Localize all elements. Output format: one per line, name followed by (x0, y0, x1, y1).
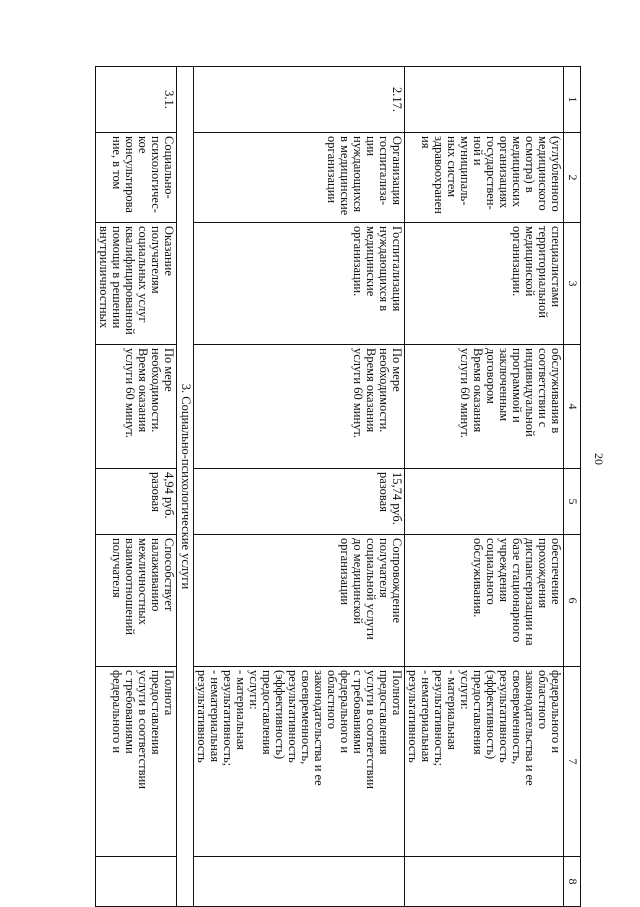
service-quality: Полнота предоставления услуги в соответствии с требованиями федерального и областного законодательства и ее своевременность, результативность (эффективность) предоставления услуги: - материальная результативность; - нематериальная результативность (194, 667, 405, 857)
rotated-page-content (67, 66, 581, 906)
service-price (405, 469, 564, 535)
service-name: (углубленного медицинского осмотра) в медицинских организациях государствен- ной и муниципаль- ных систем здравоохранен ия (405, 133, 564, 223)
service-terms: По мере необходимости. Время оказания услуги 60 минут. (194, 345, 405, 469)
service-description: специалистами территориальной медицинской организации. (405, 223, 564, 345)
service-terms: По мере необходимости. Время оказания услуги 60 минут. (96, 345, 177, 469)
service-name: Социально- психологичес- кое консультирова ние, в том (96, 133, 177, 223)
header-cell-2: 2 (564, 133, 581, 223)
page-number: 20 (592, 453, 606, 465)
header-cell-1: 1 (564, 67, 581, 133)
service-extra (194, 857, 405, 907)
service-conditions: Способствует налаживанию межличностных взаимоотношений получателя (96, 535, 177, 667)
service-price: 4,94 руб. разовая (96, 469, 177, 535)
service-extra (96, 857, 177, 907)
header-cell-3: 3 (564, 223, 581, 345)
row-number: 3.1. (96, 67, 177, 133)
service-extra (405, 857, 564, 907)
header-cell-6: 6 (564, 535, 581, 667)
service-description: Госпитализация нуждающихся в медицинские организации. (194, 223, 405, 345)
service-quality: федерального и областного законодательства и ее своевременность, результативность (эффективность) предоставления услуги: - материальная результативность; - нематериальная результативность (405, 667, 564, 857)
table-row (96, 67, 177, 907)
service-price: 15,74 руб. разовая (194, 469, 405, 535)
service-description: Оказание получателям социальных услуг квалифицированной помощи в решении внутриличностных (96, 223, 177, 345)
header-cell-8: 8 (564, 857, 581, 907)
table-row (405, 67, 564, 907)
row-number (405, 67, 564, 133)
section-row (177, 67, 194, 907)
service-conditions: Сопровождение получателя социальной услуги до медицинской организации (194, 535, 405, 667)
row-number: 2.17. (194, 67, 405, 133)
services-table (95, 66, 581, 907)
header-cell-4: 4 (564, 345, 581, 469)
service-name: Организация госпитализа- ции нуждающихся в медицинские организации (194, 133, 405, 223)
section-title: 3. Социально-психологические услуги (177, 67, 194, 907)
header-row (564, 67, 581, 907)
service-terms: обслуживания в соответствии с индивидуальной программой и заключенным договором Время оказания услуги 60 минут. (405, 345, 564, 469)
header-cell-5: 5 (564, 469, 581, 535)
service-conditions: обеспечение прохождения диспансеризации на базе стационарного учреждения социального обслуживания. (405, 535, 564, 667)
table-row (194, 67, 405, 907)
header-cell-7: 7 (564, 667, 581, 857)
service-quality: Полнота предоставления услуги в соответствии с требованиями федерального и (96, 667, 177, 857)
